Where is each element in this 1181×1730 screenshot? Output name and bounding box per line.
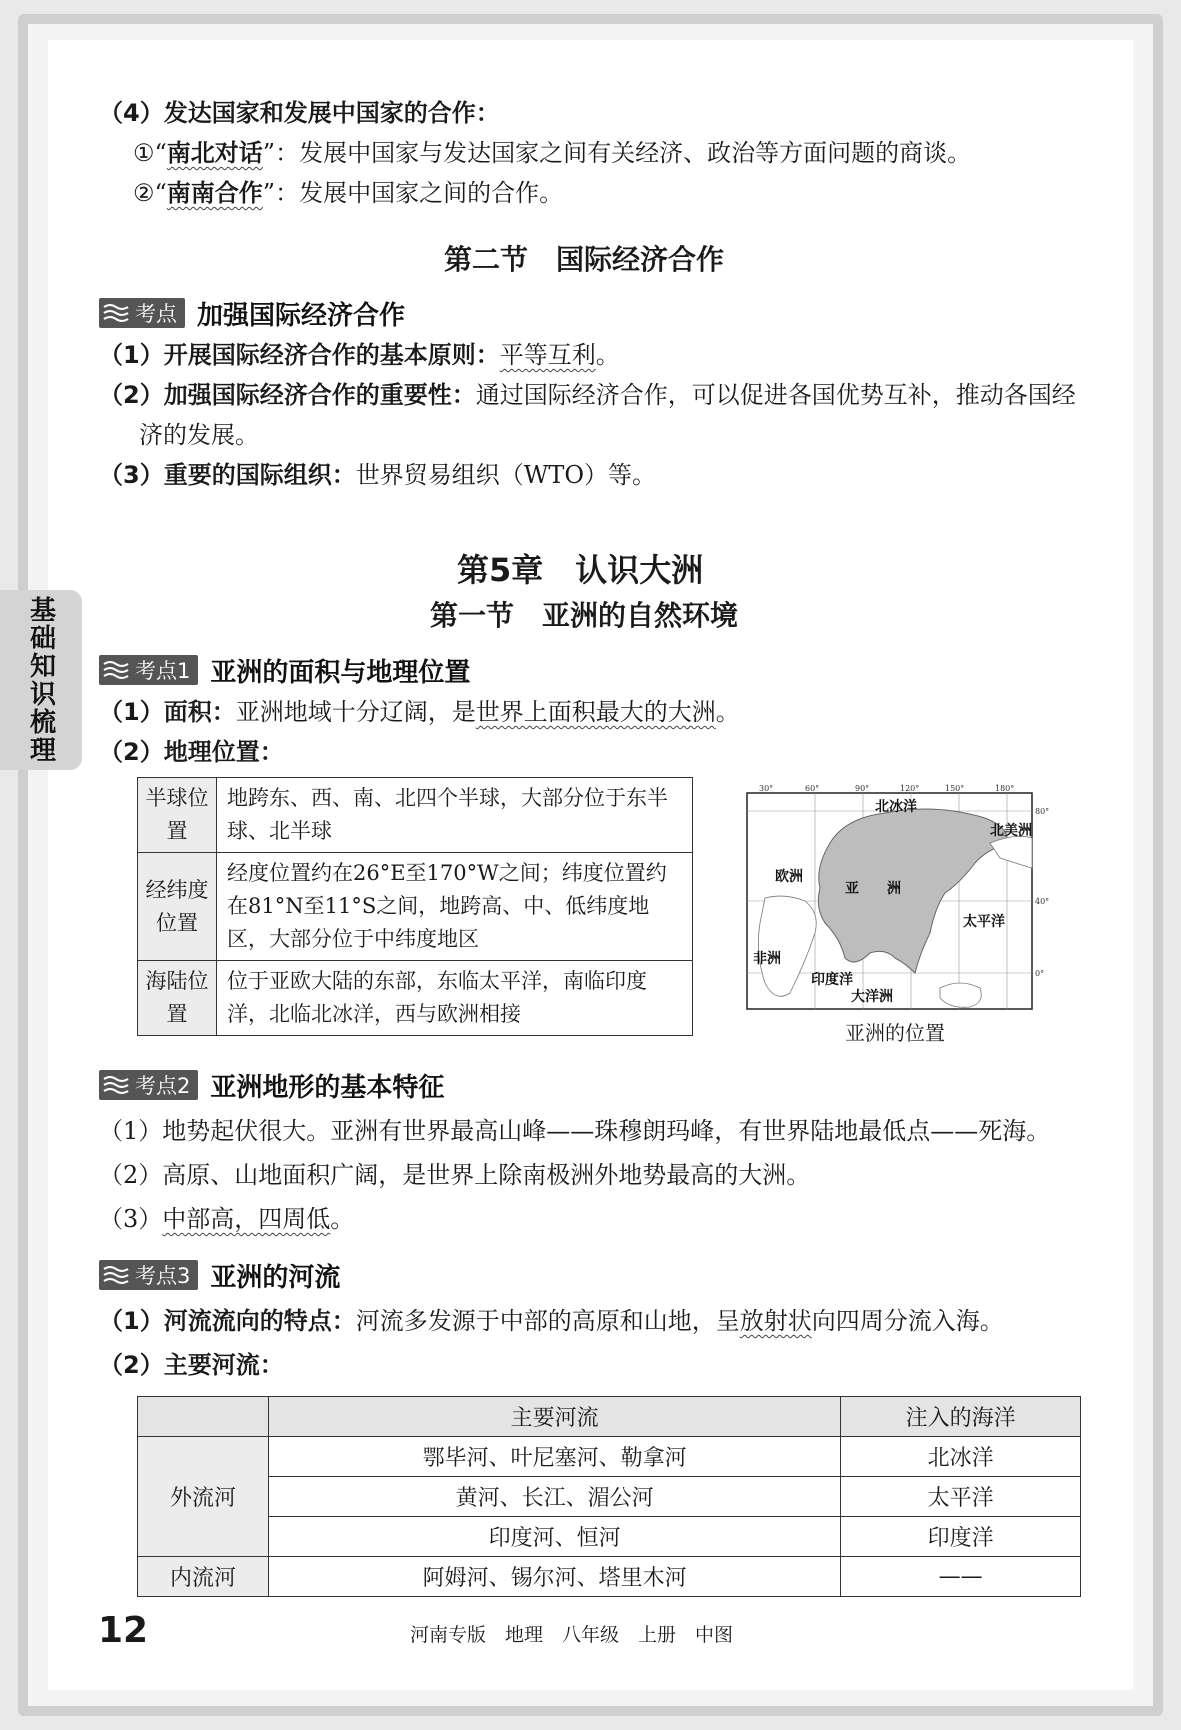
river-table <box>137 1396 1081 1597</box>
s2-p3: （3）重要的国际组织：世界贸易组织（WTO）等。 <box>99 461 657 489</box>
side-tab-label: 基础知识梳理 <box>25 596 56 764</box>
s2-p2-cont: 济的发展。 <box>139 421 259 449</box>
wave-icon <box>103 303 129 323</box>
geo-position-table <box>137 777 693 1036</box>
label-north-america: 北美洲 <box>990 823 1032 839</box>
table-row: 经纬度位置 经度位置约在26°E至170°W之间；纬度位置约在81°N至11°S之间，地跨高、中、低纬度地区，大部分位于中纬度地区 <box>138 853 693 961</box>
table-header-row: 主要河流 注入的海洋 <box>138 1397 1081 1437</box>
kd3-p1: （1）河流流向的特点：河流多发源于中部的高原和山地，呈放射状向四周分流入海。 <box>99 1307 1004 1335</box>
kaodian-header <box>99 296 405 330</box>
kaodian-3-title: 亚洲的河流 <box>210 1262 341 1293</box>
tick-180: 180° <box>995 784 1015 793</box>
wave-icon <box>103 1265 129 1285</box>
label-africa: 非洲 <box>753 951 781 967</box>
wave-icon <box>103 660 129 680</box>
term-north-south: 南北对话 <box>166 139 263 167</box>
kd2-p2: （2）高原、山地面积广阔，是世界上除南极洲外地势最高的大洲。 <box>99 1161 811 1189</box>
kaodian-1-header: 考点1 亚洲的面积与地理位置 <box>99 653 470 687</box>
kd1-p2: （2）地理位置： <box>99 738 284 766</box>
item-4-2: ②“南南合作”：发展中国家之间的合作。 <box>133 179 564 207</box>
tick-60: 60° <box>805 784 820 793</box>
tick-80n: 80° <box>1035 807 1050 816</box>
side-tab[interactable] <box>0 590 82 770</box>
tick-0: 0° <box>1035 969 1045 978</box>
kaodian-2-header: 考点2 亚洲地形的基本特征 <box>99 1068 444 1102</box>
tick-40n: 40° <box>1035 897 1050 906</box>
label-oceania: 大洋洲 <box>851 989 893 1005</box>
table-row: 内流河 阿姆河、锡尔河、塔里木河 —— <box>138 1557 1081 1597</box>
kaodian-badge: 考点 <box>99 298 185 328</box>
label-europe: 欧洲 <box>775 869 803 885</box>
kd3-p2: （2）主要河流： <box>99 1351 284 1379</box>
item-4-1: ①“南北对话”：发展中国家与发达国家之间有关经济、政治等方面问题的商谈。 <box>133 139 972 167</box>
term-south-south: 南南合作 <box>166 179 263 207</box>
chapter-section-title: 第一节 亚洲的自然环境 <box>430 599 739 632</box>
kd2-p3: （3）中部高，四周低。 <box>99 1205 355 1233</box>
kaodian-1-title: 亚洲的面积与地理位置 <box>210 657 471 688</box>
table-row: 海陆位置 位于亚欧大陆的东部，东临太平洋，南临印度洋，北临北冰洋，西与欧洲相接 <box>138 961 693 1036</box>
asia-location-map <box>745 783 1055 1013</box>
label-indian: 印度洋 <box>811 972 853 988</box>
table-row: 外流河 鄂毕河、叶尼塞河、勒拿河 北冰洋 <box>138 1437 1081 1477</box>
section-title: 第二节 国际经济合作 <box>444 243 725 276</box>
s2-p2: （2）加强国际经济合作的重要性：通过国际经济合作，可以促进各国优势互补，推动各国经 <box>99 381 1076 409</box>
chapter-title: 第5章 认识大洲 <box>457 551 704 589</box>
kaodian-title: 加强国际经济合作 <box>197 300 406 331</box>
table-row: 黄河、长江、湄公河 太平洋 <box>138 1477 1081 1517</box>
page-number: 12 <box>98 1610 149 1651</box>
tick-120: 120° <box>900 784 920 793</box>
label-arctic: 北冰洋 <box>875 799 917 815</box>
kaodian-2-title: 亚洲地形的基本特征 <box>210 1072 445 1103</box>
kaodian-3-header: 考点3 亚洲的河流 <box>99 1258 340 1292</box>
tick-150: 150° <box>945 784 965 793</box>
table-row: 半球位置 地跨东、西、南、北四个半球，大部分位于东半球、北半球 <box>138 778 693 853</box>
kd1-p1: （1）面积：亚洲地域十分辽阔，是世界上面积最大的大洲。 <box>99 698 740 726</box>
footer-text: 河南专版 地理 八年级 上册 中图 <box>410 1624 734 1646</box>
s2-p1: （1）开展国际经济合作的基本原则：平等互利。 <box>99 341 620 369</box>
label-asia: 亚 洲 <box>845 881 901 897</box>
label-pacific: 太平洋 <box>963 914 1005 930</box>
map-caption: 亚洲的位置 <box>845 1021 945 1045</box>
item-4-heading: （4）发达国家和发展中国家的合作： <box>99 99 500 127</box>
wave-icon <box>103 1075 129 1095</box>
kd2-p1: （1）地势起伏很大。亚洲有世界最高山峰——珠穆朗玛峰，有世界陆地最低点——死海。 <box>99 1117 1051 1145</box>
table-row: 印度河、恒河 印度洋 <box>138 1517 1081 1557</box>
tick-30: 30° <box>759 784 774 793</box>
tick-90: 90° <box>855 784 870 793</box>
